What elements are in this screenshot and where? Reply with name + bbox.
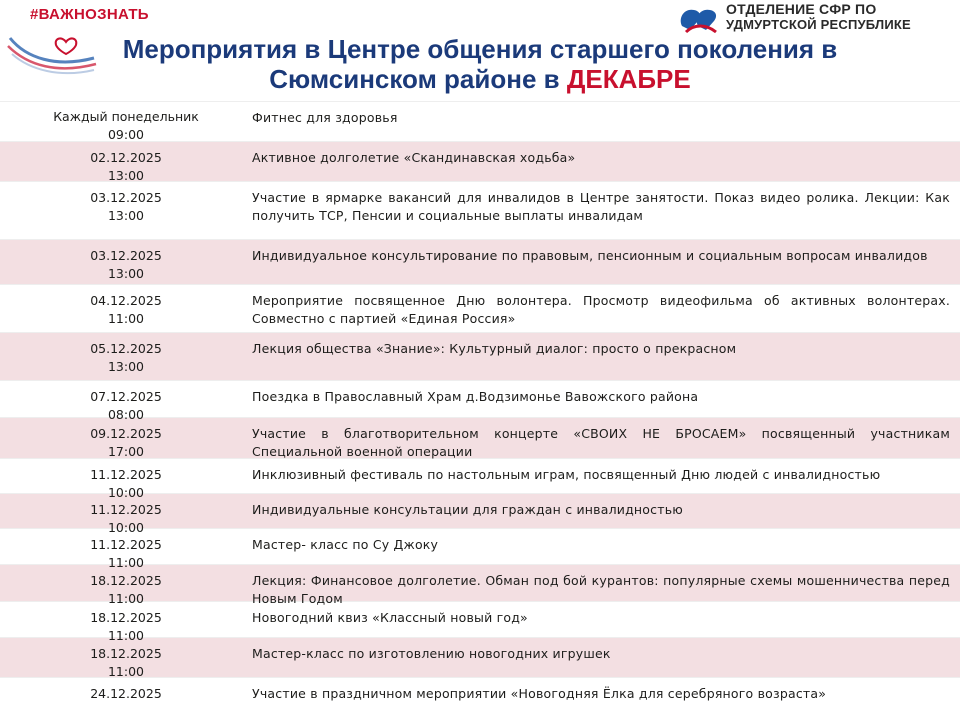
event-time: 10:00 <box>107 485 145 500</box>
event-description: Участие в ярмарке вакансий для инвалидов в Центре занятости. Показ видео ролика. Лекции: Как получить ТСР, Пенсии и социальные выплаты инвалидам <box>252 190 950 223</box>
event-time: 08:00 <box>107 407 145 422</box>
event-time: 11:00 <box>107 628 145 643</box>
schedule-row <box>0 493 960 535</box>
event-date: 18.12.2025 <box>90 573 162 588</box>
event-time: 11:00 <box>107 664 145 679</box>
event-date: Каждый понедельник <box>53 109 199 124</box>
hashtag-label: #ВАЖНОЗНАТЬ <box>30 6 149 23</box>
event-description: Участие в благотворительном концерте «СВОИХ НЕ БРОСАЕМ» посвященный участникам Специальной военной операции <box>252 426 950 459</box>
event-date: 03.12.2025 <box>90 190 162 205</box>
org-name-line1: ОТДЕЛЕНИЕ СФР ПО <box>726 1 877 17</box>
event-time: 17:00 <box>107 444 145 459</box>
schedule-row <box>0 380 960 422</box>
event-date: 09.12.2025 <box>90 426 162 441</box>
schedule-row <box>0 332 960 380</box>
page-title <box>0 34 960 94</box>
title-line1: Мероприятия в Центре общения старшего поколения в <box>122 34 838 64</box>
event-time: 13:00 <box>107 359 145 374</box>
schedule-row <box>0 528 960 570</box>
schedule-row <box>0 239 960 284</box>
event-date: 04.12.2025 <box>90 293 162 308</box>
event-date: 05.12.2025 <box>90 341 162 356</box>
event-time: 13:00 <box>107 168 145 183</box>
event-datetime <box>0 182 252 239</box>
schedule-row <box>0 101 960 141</box>
event-datetime <box>0 494 252 535</box>
event-time: 11:00 <box>107 555 145 570</box>
event-time: 09:00 <box>107 127 145 142</box>
event-description: Инклюзивный фестиваль по настольным играм, посвященный Дню людей с инвалидностью <box>252 467 881 482</box>
event-datetime <box>0 602 252 643</box>
schedule-row <box>0 284 960 332</box>
schedule-row <box>0 601 960 643</box>
event-date: 07.12.2025 <box>90 389 162 404</box>
event-description: Индивидуальное консультирование по правовым, пенсионным и социальным вопросам инвалидов <box>252 248 928 263</box>
event-description: Активное долголетие «Скандинавская ходьба» <box>252 150 576 165</box>
title-month: ДЕКАБРЕ <box>566 64 691 94</box>
event-datetime <box>0 638 252 677</box>
schedule-row <box>0 141 960 181</box>
event-datetime <box>0 142 252 181</box>
event-description: Индивидуальные консультации для граждан с инвалидностью <box>252 502 683 517</box>
event-description: Мероприятие посвященное Дню волонтера. Просмотр видеофильма об активных волонтерах. Совместно с партией «Единая Россия» <box>252 293 950 326</box>
event-time: 11:00 <box>107 591 145 606</box>
event-date: 02.12.2025 <box>90 150 162 165</box>
event-date: 24.12.2025 <box>90 686 162 701</box>
event-datetime <box>0 102 252 141</box>
event-datetime <box>0 381 252 422</box>
sfr-logo-icon <box>676 2 720 38</box>
event-datetime <box>0 565 252 606</box>
schedule-row <box>0 637 960 677</box>
event-date: 11.12.2025 <box>90 467 162 482</box>
event-date: 18.12.2025 <box>90 646 162 661</box>
event-time: 11:00 <box>107 311 145 326</box>
event-description: Фитнес для здоровья <box>252 110 398 125</box>
event-datetime <box>0 285 252 332</box>
event-description: Мастер- класс по Су Джоку <box>252 537 439 552</box>
event-date: 11.12.2025 <box>90 502 162 517</box>
schedule-table <box>0 101 960 717</box>
schedule-row <box>0 564 960 606</box>
event-datetime <box>0 418 252 458</box>
org-name-line2: УДМУРТСКОЙ РЕСПУБЛИКЕ <box>726 17 911 32</box>
event-description: Мастер-класс по изготовлению новогодних игрушек <box>252 646 611 661</box>
title-line2 <box>0 64 960 94</box>
event-description: Лекция: Финансовое долголетие. Обман под бой курантов: популярные схемы мошенничества перед Новым Годом <box>252 573 950 606</box>
event-time: 13:00 <box>107 208 145 223</box>
event-datetime <box>0 529 252 570</box>
sfr-logo <box>676 2 911 38</box>
schedule-row <box>0 417 960 458</box>
event-datetime <box>0 240 252 284</box>
event-datetime <box>0 678 252 717</box>
schedule-row <box>0 677 960 717</box>
event-description: Участие в праздничном мероприятии «Новогодняя Ёлка для серебряного возраста» <box>252 686 827 701</box>
event-time: 13:00 <box>107 266 145 281</box>
title-line2-prefix: Сюмсинском районе в <box>269 64 560 94</box>
event-datetime <box>0 333 252 380</box>
event-description: Лекция общества «Знание»: Культурный диалог: просто о прекрасном <box>252 341 737 356</box>
event-date: 18.12.2025 <box>90 610 162 625</box>
event-description: Новогодний квиз «Классный новый год» <box>252 610 528 625</box>
schedule-row <box>0 181 960 239</box>
schedule-row <box>0 458 960 500</box>
event-description: Поездка в Православный Храм д.Водзимонье Вавожского района <box>252 389 699 404</box>
event-time: 10:00 <box>107 520 145 535</box>
event-date: 03.12.2025 <box>90 248 162 263</box>
event-date: 11.12.2025 <box>90 537 162 552</box>
event-datetime <box>0 459 252 500</box>
